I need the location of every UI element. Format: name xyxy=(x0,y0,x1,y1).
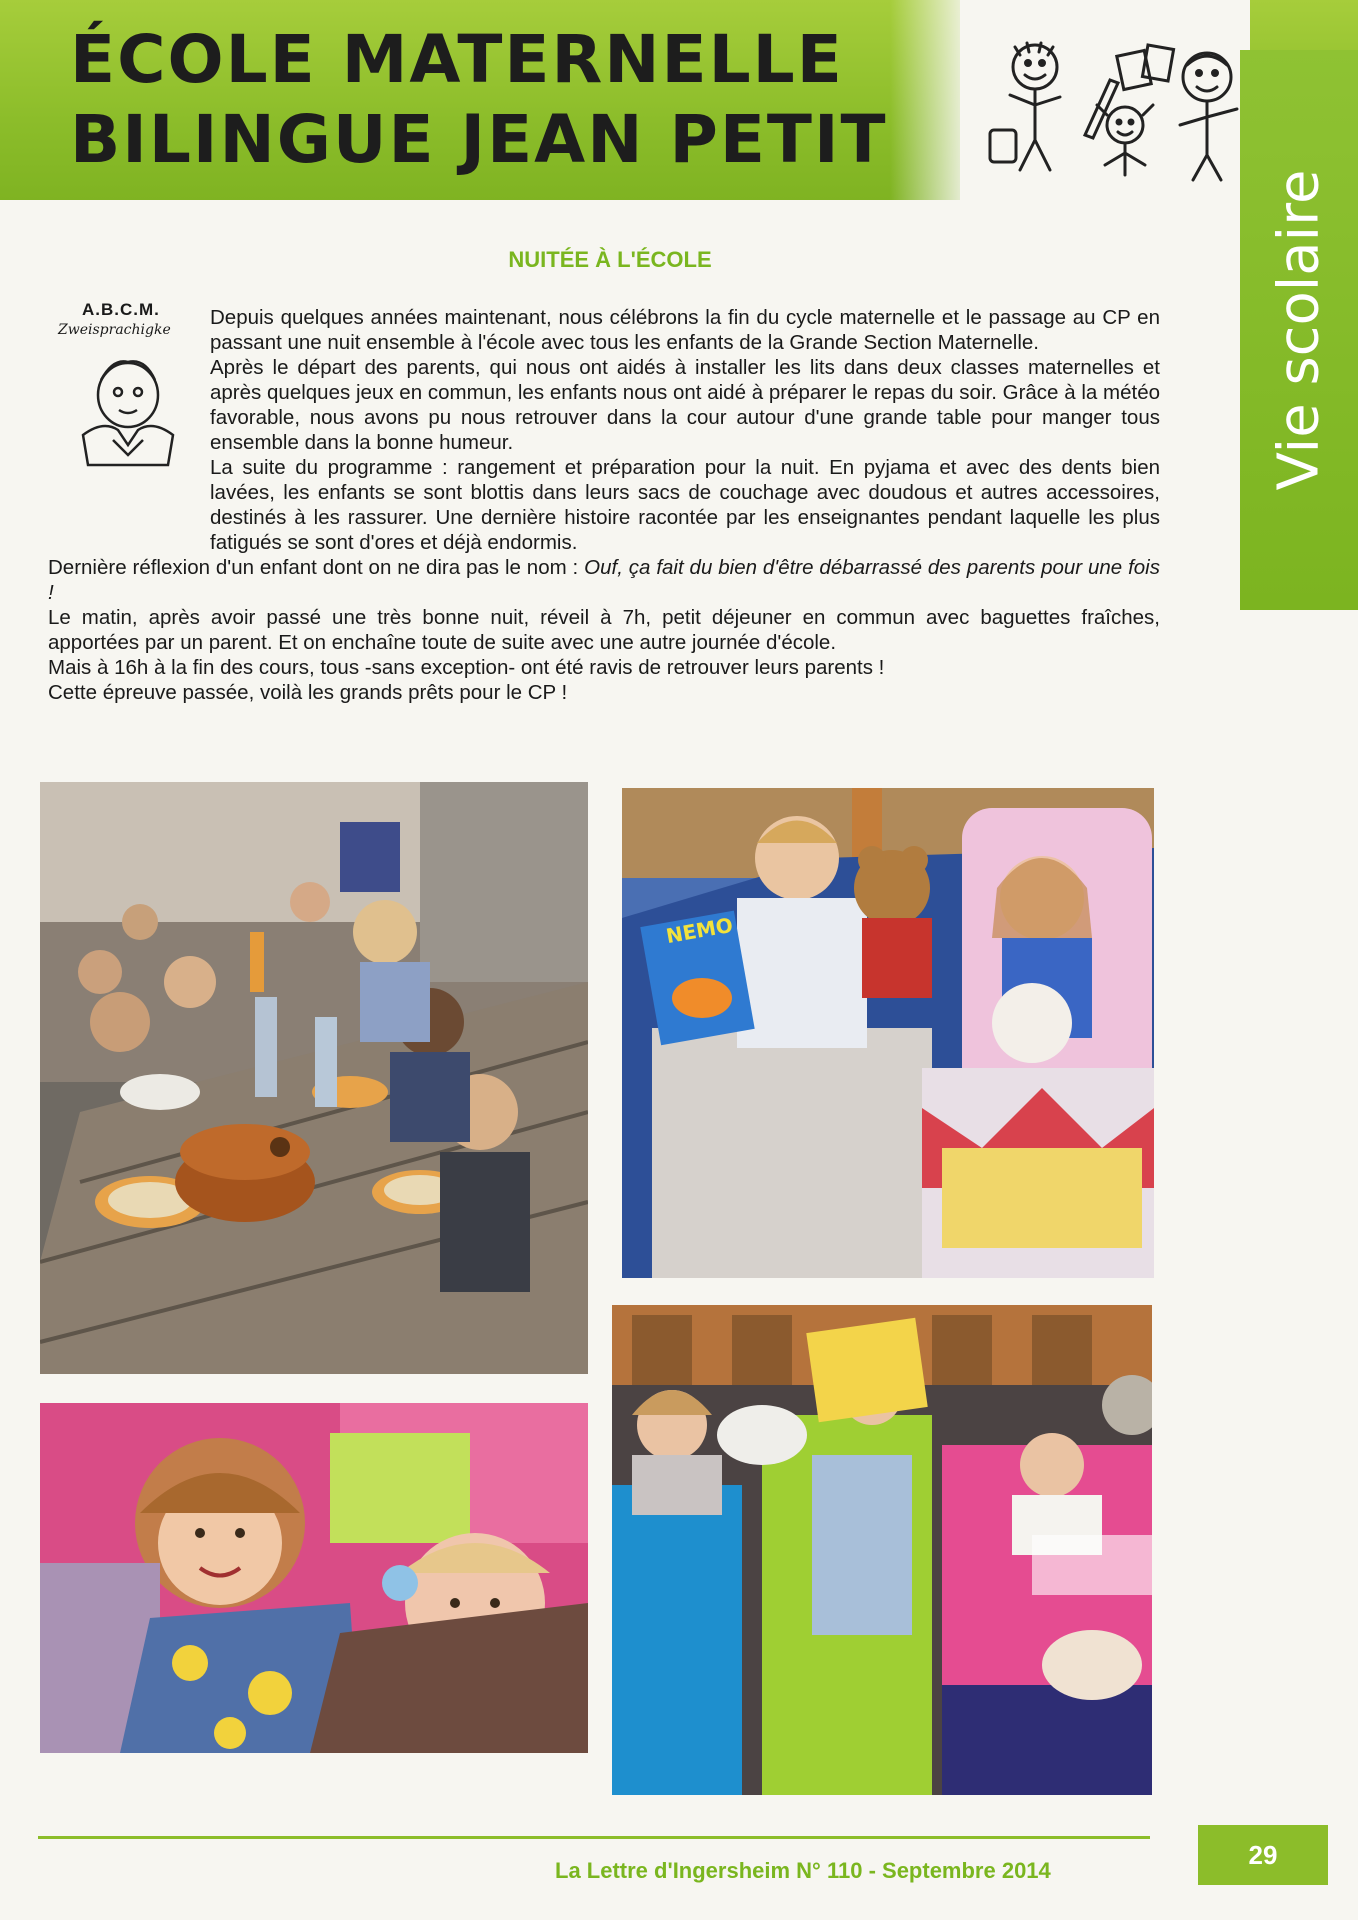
article-paragraph: La suite du programme : rangement et préparation pour la nuit. En pyjama et avec des dents bien lavées, les enfants se sont blottis dans leurs sacs de couchage avec doudous et autres accessoires, destinés à les rassurer. Une dernière histoire racontée par les enseignantes pendant laquelle les plus fatigués se sont d'ores et déjà endormis. xyxy=(210,456,1160,554)
side-tab-label: Vie scolaire xyxy=(1266,169,1332,491)
article-paragraph: Depuis quelques années maintenant, nous célébrons la fin du cycle maternelle et le passage au CP en passant une nuit ensemble à l'école avec tous les enfants de la Grande Section Maternelle. xyxy=(210,306,1160,354)
section-side-tab xyxy=(1240,50,1358,610)
children-doodle-icon xyxy=(975,25,1245,185)
page-number: 29 xyxy=(1198,1825,1328,1885)
photo-boy-with-book xyxy=(622,788,1154,1278)
article-paragraph: Après le départ des parents, qui nous ont aidés à installer les lits dans deux classes maternelles et après quelques jeux en commun, les enfants nous ont aidé à préparer le repas du soir. Grâce à la météo favorable, nous avons pu nous retrouver dans la cour autour d'une grande table pour manger tous ensemble dans la bonne humeur. xyxy=(210,356,1160,454)
footer-rule xyxy=(38,1836,1150,1839)
footer-publication: La Lettre d'Ingersheim N° 110 - Septembre 2014 xyxy=(555,1858,1051,1883)
photo-dinner-table xyxy=(40,782,588,1374)
child-quote: Ouf, ça fait du bien d'être débarrassé des parents pour une fois ! xyxy=(48,556,1160,604)
quote-lead: Dernière réflexion d'un enfant dont on ne dira pas le nom : xyxy=(48,556,585,579)
title-line-1: ÉCOLE MATERNELLE xyxy=(70,21,844,98)
logo-name: A.B.C.M. xyxy=(82,300,160,319)
article-paragraph: Le matin, après avoir passé une très bonne nuit, réveil à 7h, petit déjeuner en commun avec baguettes fraîches, apportées par un parent. Et on enchaîne toute de suite avec une autre journée d'école. xyxy=(48,606,1160,654)
book-title: NEMO xyxy=(664,912,735,949)
photo-classroom-sleeping xyxy=(612,1305,1152,1795)
article-paragraph xyxy=(48,555,1160,605)
logo-tagline: Zweisprachigke xyxy=(58,322,171,338)
title-line-2: BILINGUE JEAN PETIT xyxy=(70,101,888,178)
page-title xyxy=(70,20,888,180)
article-body xyxy=(48,305,1160,705)
article-title: NUITÉE À L'ÉCOLE xyxy=(508,247,712,272)
photo-two-girls xyxy=(40,1403,588,1753)
article-paragraph: Cette épreuve passée, voilà les grands prêts pour le CP ! xyxy=(48,681,568,704)
article-paragraph: Mais à 16h à la fin des cours, tous -sans exception- ont été ravis de retrouver leurs parents ! xyxy=(48,656,885,679)
